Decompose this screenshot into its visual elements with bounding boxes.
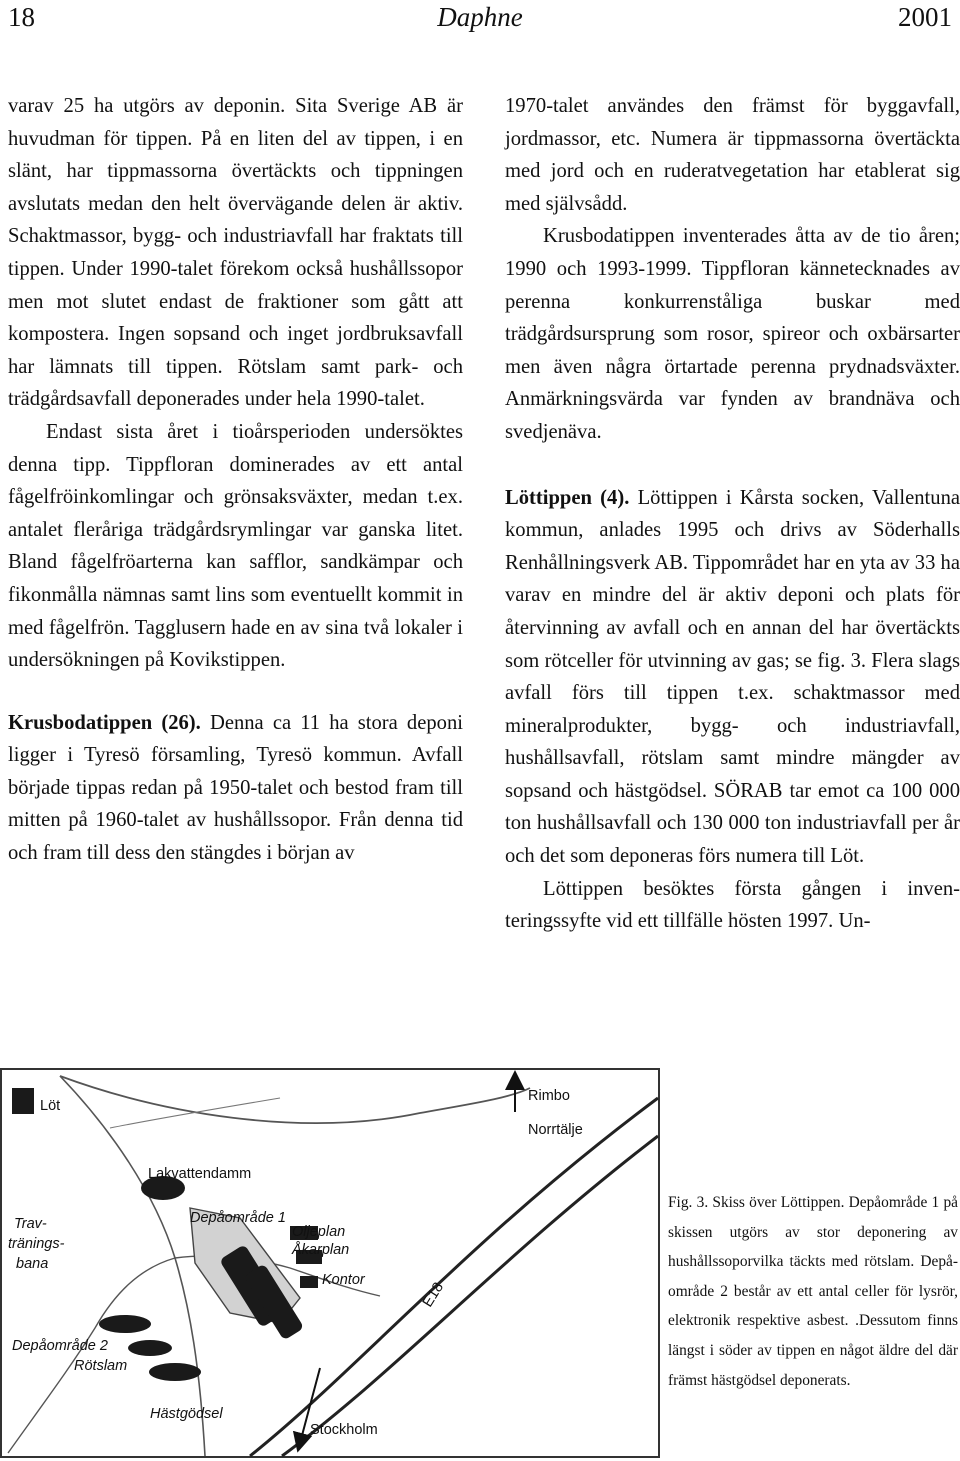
label-travbana-3: bana xyxy=(16,1256,49,1272)
map-sketch xyxy=(0,1068,660,1458)
page-number: 18 xyxy=(8,2,35,32)
lot-village-marker xyxy=(12,1088,34,1114)
label-lakvattendamm: Lakvattendamm xyxy=(148,1166,252,1182)
label-travbana-2: tränings- xyxy=(8,1236,65,1252)
journal-title: Daphne xyxy=(437,2,523,32)
left-column xyxy=(8,90,463,870)
label-rotslam: Rötslam xyxy=(74,1358,128,1374)
paragraph-lot xyxy=(505,482,960,873)
paragraph-krusboda-continued: 1970-talet användes den främst för byggavfall, jordmassor, etc. Numera är tippmassorna övertäckta med jord och en ruderatvegetation har etablerat sig med självsådd. xyxy=(505,95,960,215)
paragraph-krusboda-flora: Krusbodatippen inventerades åtta av de tio åren; 1990 och 1993-1999. Tippfloran kännetecknades av perenna konkurrenståliga buskar med trädgårdsursprung som rosor, spireor och oxbärsarter men även några örtartade perenna prydnadsväxter. Anmärkningsvärda var fynden av brandnäva och svedjenäva. xyxy=(505,225,960,443)
section-heading-krusbodatippen: Krusbodatippen (26). xyxy=(8,711,201,734)
label-oljeplan: Oljeplan xyxy=(292,1224,346,1240)
label-kontor: Kontor xyxy=(322,1272,365,1288)
depot-2-cell-b xyxy=(128,1340,172,1356)
label-depaomrade-2: Depåområde 2 xyxy=(12,1338,108,1354)
page-header xyxy=(0,0,960,44)
label-road-e18: E18 xyxy=(419,1279,448,1311)
paragraph-kovik-flora: Endast sista året i tioårsperioden undersöktes denna tipp. Tippfloran dominerades av ett antal fågelfröinkomlingar och grönsaksväxter, medan t.ex. antalet fleråriga trädgårdsrymlingar var ganska litet. Bland fågelfröarterna kan safflor, sandkämpar och fikonmålla nämnas samt lins som eventuellt kommit in med fågelfrön. Tagglusern hade en av sina två lokaler i undersökningen på Kovikstippen. xyxy=(8,420,463,672)
label-norrtalje: Norrtälje xyxy=(528,1122,583,1138)
depot-2-cell-a xyxy=(99,1315,151,1333)
figure-map-lottippen xyxy=(0,1068,660,1458)
label-travbana-1: Trav- xyxy=(14,1216,47,1232)
paragraph-lot-visit: Löttippen besöktes första gången i inventeringssyfte vid ett tillfälle hösten 1997. Un- xyxy=(505,877,960,933)
label-stockholm: Stockholm xyxy=(310,1422,378,1438)
figure-caption: Fig. 3. Skiss över Löttippen. Depåområde 1 på skissen utgörs av stor deponering av hushållssoporvilka täckts med rötslam. Depåområde 2 består av ett antal celler för lysrör, elektronik respektive asbest. .Dessutom finns längst i söder av tippen en något äldre del där främst hästgödsel deponerats. xyxy=(668,1194,958,1389)
label-hastgodsel: Hästgödsel xyxy=(150,1406,223,1422)
journal-year: 2001 xyxy=(898,2,952,32)
paragraph-krusboda-text: Denna ca 11 ha stora deponi ligger i Tyresö församling, Tyresö kommun. Avfall började tippas redan på 1950-talet och bestod fram till mitten på 1960-talet av hushållssopor. Från denna tid och fram till dess den stängdes i början av xyxy=(8,711,463,865)
paragraph-kovik-description: varav 25 ha utgörs av deponin. Sita Sverige AB är huvudman för tippen. På en liten del av tippen, i en slänt, har tippmassorna övertäckts och tippningen avslutats medan den helt övervägande delen är aktiv. Schaktmassor, bygg- och industriavfall har fraktats till tippen. Under 1990-talet förekom också hushållssopor men mot slutet endast de fraktioner som gått att kompostera. Ingen sopsand och inget jordbruksavfall har lämnats till tippen. Rötslam samt park- och trädgårdsavfall deponerades under hela 1990-talet. xyxy=(8,95,463,411)
office-building xyxy=(300,1276,318,1288)
horse-manure-deposit xyxy=(149,1363,201,1381)
paragraph-krusboda xyxy=(8,707,463,870)
section-heading-lottippen: Löttippen (4). xyxy=(505,486,630,509)
label-depaomrade-1: Depåområde 1 xyxy=(190,1210,286,1226)
paragraph-lot-text: Löttippen i Kårsta socken, Vallentuna kommun, anlades 1995 och drivs av Söderhalls Renhållningsverk AB. Tippområdet har en yta av 33 ha varav en mindre del är aktiv deponi och plats för återvinning av avfall och en annan del har övertäckts som rötceller för utvinning av gas; se fig. 3. Flera slags avfall förs till tippen t.ex. schaktmassor med mineralprodukter, bygg- och industriavfall, hushållsavfall, rötslam samt mindre mängder av sopsand och hästgödsel. SÖRAB tar emot ca 100 000 ton hushållsavfall och 130 000 ton industriavfall per år och det som deponeras förs numera till Löt. xyxy=(505,486,960,868)
right-column xyxy=(505,90,960,938)
label-lot: Löt xyxy=(40,1098,61,1114)
label-akarplan: Åkarplan xyxy=(292,1242,350,1258)
label-rimbo: Rimbo xyxy=(528,1088,570,1104)
